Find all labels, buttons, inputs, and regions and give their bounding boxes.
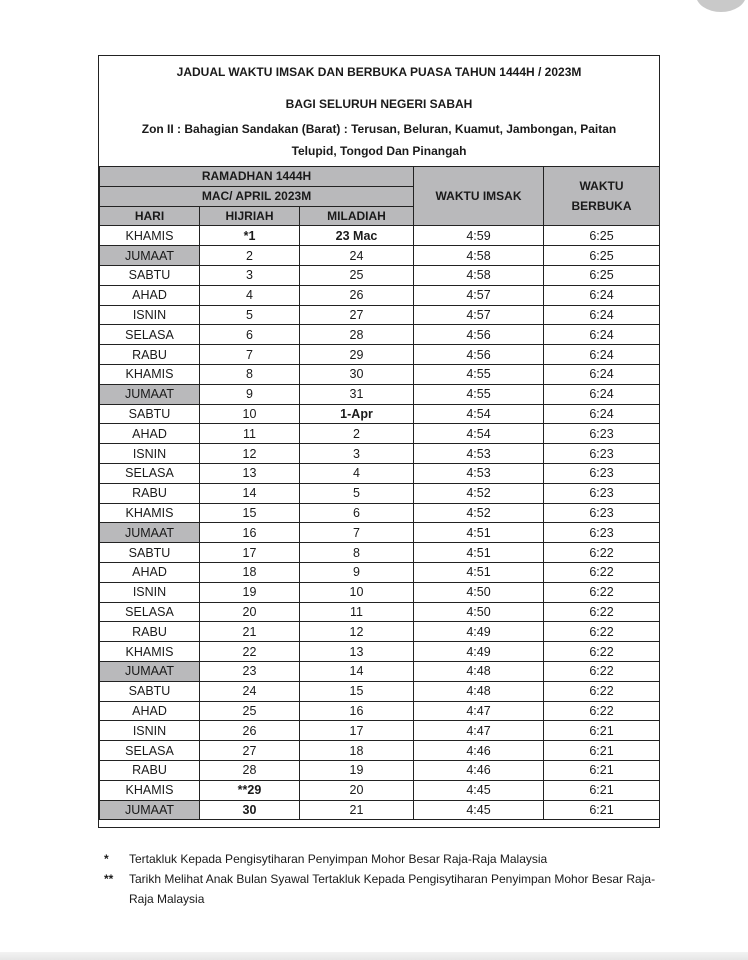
berbuka-cell: 6:21 <box>544 760 660 780</box>
hijri-cell: **29 <box>200 780 300 800</box>
table-row <box>100 444 660 464</box>
header-ramadhan: RAMADHAN 1444H <box>100 167 414 187</box>
footnote-text: Tertakluk Kepada Pengisytiharan Penyimpan Mohor Besar Raja-Raja Malaysia <box>129 852 548 866</box>
footnote-text: Tarikh Melihat Anak Bulan Syawal Tertakluk Kepada Pengisytiharan Penyimpan Mohor Besar Raja-Raja Malaysia <box>129 872 656 906</box>
table-row <box>100 760 660 780</box>
hijri-cell: 30 <box>200 800 300 820</box>
berbuka-cell: 6:21 <box>544 800 660 820</box>
table-row <box>100 642 660 662</box>
berbuka-cell: 6:22 <box>544 562 660 582</box>
hijri-cell: 14 <box>200 483 300 503</box>
imsak-cell: 4:57 <box>414 285 544 305</box>
day-cell: SELASA <box>100 325 200 345</box>
miladiah-cell: 3 <box>300 444 414 464</box>
table-row <box>100 780 660 800</box>
day-cell: JUMAAT <box>100 800 200 820</box>
berbuka-cell: 6:21 <box>544 721 660 741</box>
imsak-cell: 4:54 <box>414 404 544 424</box>
table-row <box>100 404 660 424</box>
footnote <box>104 849 664 869</box>
hijri-cell: 16 <box>200 523 300 543</box>
imsak-cell: 4:49 <box>414 622 544 642</box>
berbuka-cell: 6:21 <box>544 780 660 800</box>
miladiah-cell: 19 <box>300 760 414 780</box>
table-row <box>100 701 660 721</box>
miladiah-cell: 18 <box>300 741 414 761</box>
berbuka-cell: 6:24 <box>544 305 660 325</box>
zone-line-continued: Telupid, Tongod Dan Pinangah <box>291 144 467 158</box>
imsak-cell: 4:59 <box>414 226 544 246</box>
document-subtitle: BAGI SELURUH NEGERI SABAH <box>285 97 473 111</box>
table-row <box>100 305 660 325</box>
miladiah-cell: 11 <box>300 602 414 622</box>
berbuka-cell: 6:24 <box>544 404 660 424</box>
berbuka-cell: 6:24 <box>544 285 660 305</box>
berbuka-cell: 6:24 <box>544 364 660 384</box>
day-cell: SABTU <box>100 404 200 424</box>
day-cell: JUMAAT <box>100 384 200 404</box>
berbuka-cell: 6:25 <box>544 265 660 285</box>
miladiah-cell: 10 <box>300 582 414 602</box>
miladiah-cell: 25 <box>300 265 414 285</box>
hijri-cell: 8 <box>200 364 300 384</box>
hijri-cell: 17 <box>200 543 300 563</box>
berbuka-cell: 6:22 <box>544 661 660 681</box>
header-waktu-imsak: WAKTU IMSAK <box>414 167 544 226</box>
imsak-cell: 4:52 <box>414 503 544 523</box>
miladiah-cell: 9 <box>300 562 414 582</box>
day-cell: KHAMIS <box>100 226 200 246</box>
footnote-mark: * <box>104 852 109 866</box>
imsak-cell: 4:56 <box>414 325 544 345</box>
miladiah-cell: 26 <box>300 285 414 305</box>
table-row <box>100 661 660 681</box>
table-row <box>100 345 660 365</box>
hijri-cell: 7 <box>200 345 300 365</box>
schedule-table <box>99 166 660 820</box>
miladiah-cell: 13 <box>300 642 414 662</box>
miladiah-cell: 24 <box>300 246 414 266</box>
hijri-cell: 9 <box>200 384 300 404</box>
day-cell: JUMAAT <box>100 246 200 266</box>
hijri-cell: 20 <box>200 602 300 622</box>
title-block <box>99 56 659 166</box>
miladiah-cell: 29 <box>300 345 414 365</box>
imsak-cell: 4:50 <box>414 582 544 602</box>
table-row <box>100 543 660 563</box>
miladiah-cell: 27 <box>300 305 414 325</box>
document-title: JADUAL WAKTU IMSAK DAN BERBUKA PUASA TAHUN 1444H / 2023M <box>176 65 582 79</box>
day-cell: AHAD <box>100 562 200 582</box>
day-cell: JUMAAT <box>100 661 200 681</box>
miladiah-cell: 6 <box>300 503 414 523</box>
imsak-cell: 4:52 <box>414 483 544 503</box>
miladiah-cell: 17 <box>300 721 414 741</box>
imsak-cell: 4:58 <box>414 265 544 285</box>
berbuka-cell: 6:22 <box>544 543 660 563</box>
berbuka-cell: 6:24 <box>544 384 660 404</box>
day-cell: ISNIN <box>100 721 200 741</box>
day-cell: KHAMIS <box>100 503 200 523</box>
miladiah-cell: 8 <box>300 543 414 563</box>
imsak-cell: 4:56 <box>414 345 544 365</box>
berbuka-cell: 6:24 <box>544 325 660 345</box>
imsak-cell: 4:47 <box>414 701 544 721</box>
imsak-cell: 4:49 <box>414 642 544 662</box>
table-row <box>100 721 660 741</box>
imsak-cell: 4:48 <box>414 661 544 681</box>
day-cell: JUMAAT <box>100 523 200 543</box>
berbuka-cell: 6:22 <box>544 602 660 622</box>
bottom-strip <box>0 952 748 960</box>
day-cell: SABTU <box>100 681 200 701</box>
hijri-cell: 11 <box>200 424 300 444</box>
imsak-cell: 4:47 <box>414 721 544 741</box>
miladiah-cell: 23 Mac <box>300 226 414 246</box>
berbuka-cell: 6:23 <box>544 483 660 503</box>
imsak-cell: 4:51 <box>414 562 544 582</box>
miladiah-cell: 12 <box>300 622 414 642</box>
miladiah-cell: 20 <box>300 780 414 800</box>
hijri-cell: 23 <box>200 661 300 681</box>
imsak-cell: 4:51 <box>414 523 544 543</box>
day-cell: AHAD <box>100 701 200 721</box>
footnotes <box>104 849 664 909</box>
day-cell: RABU <box>100 345 200 365</box>
schedule-document <box>98 55 660 828</box>
berbuka-cell: 6:23 <box>544 444 660 464</box>
table-row <box>100 325 660 345</box>
footnote-mark: ** <box>104 872 114 886</box>
hijri-cell: 6 <box>200 325 300 345</box>
imsak-cell: 4:51 <box>414 543 544 563</box>
imsak-cell: 4:53 <box>414 463 544 483</box>
day-cell: SELASA <box>100 602 200 622</box>
table-row <box>100 483 660 503</box>
table-row <box>100 582 660 602</box>
table-row <box>100 384 660 404</box>
hijri-cell: 5 <box>200 305 300 325</box>
hijri-cell: 18 <box>200 562 300 582</box>
hijri-cell: 13 <box>200 463 300 483</box>
berbuka-cell: 6:22 <box>544 701 660 721</box>
day-cell: ISNIN <box>100 444 200 464</box>
miladiah-cell: 7 <box>300 523 414 543</box>
berbuka-cell: 6:24 <box>544 345 660 365</box>
berbuka-cell: 6:25 <box>544 246 660 266</box>
hijri-cell: 26 <box>200 721 300 741</box>
day-cell: KHAMIS <box>100 364 200 384</box>
table-row <box>100 463 660 483</box>
table-row <box>100 265 660 285</box>
table-row <box>100 523 660 543</box>
header-month: MAC/ APRIL 2023M <box>100 186 414 206</box>
hijri-cell: 10 <box>200 404 300 424</box>
day-cell: RABU <box>100 760 200 780</box>
hijri-cell: 25 <box>200 701 300 721</box>
miladiah-cell: 21 <box>300 800 414 820</box>
berbuka-cell: 6:22 <box>544 681 660 701</box>
berbuka-cell: 6:21 <box>544 741 660 761</box>
berbuka-cell: 6:23 <box>544 503 660 523</box>
miladiah-cell: 16 <box>300 701 414 721</box>
table-row <box>100 226 660 246</box>
imsak-cell: 4:45 <box>414 800 544 820</box>
imsak-cell: 4:57 <box>414 305 544 325</box>
miladiah-cell: 1-Apr <box>300 404 414 424</box>
miladiah-cell: 4 <box>300 463 414 483</box>
hijri-cell: 19 <box>200 582 300 602</box>
imsak-cell: 4:48 <box>414 681 544 701</box>
table-row <box>100 602 660 622</box>
table-row <box>100 503 660 523</box>
miladiah-cell: 31 <box>300 384 414 404</box>
corner-overlay <box>696 0 746 12</box>
berbuka-cell: 6:23 <box>544 463 660 483</box>
imsak-cell: 4:58 <box>414 246 544 266</box>
table-row <box>100 800 660 820</box>
day-cell: ISNIN <box>100 582 200 602</box>
berbuka-cell: 6:23 <box>544 424 660 444</box>
day-cell: SABTU <box>100 543 200 563</box>
table-row <box>100 681 660 701</box>
hijri-cell: 2 <box>200 246 300 266</box>
hijri-cell: 24 <box>200 681 300 701</box>
imsak-cell: 4:55 <box>414 364 544 384</box>
header-hari: HARI <box>100 206 200 226</box>
miladiah-cell: 2 <box>300 424 414 444</box>
day-cell: AHAD <box>100 424 200 444</box>
table-row <box>100 364 660 384</box>
berbuka-cell: 6:22 <box>544 582 660 602</box>
day-cell: KHAMIS <box>100 642 200 662</box>
header-miladiah: MILADIAH <box>300 206 414 226</box>
hijri-cell: 4 <box>200 285 300 305</box>
berbuka-cell: 6:22 <box>544 642 660 662</box>
header-waktu-berbuka: WAKTU BERBUKA <box>544 167 660 226</box>
table-row <box>100 741 660 761</box>
miladiah-cell: 28 <box>300 325 414 345</box>
footnote <box>104 869 664 909</box>
hijri-cell: 12 <box>200 444 300 464</box>
imsak-cell: 4:53 <box>414 444 544 464</box>
day-cell: SELASA <box>100 463 200 483</box>
miladiah-cell: 14 <box>300 661 414 681</box>
berbuka-cell: 6:25 <box>544 226 660 246</box>
hijri-cell: 22 <box>200 642 300 662</box>
berbuka-cell: 6:23 <box>544 523 660 543</box>
day-cell: RABU <box>100 483 200 503</box>
imsak-cell: 4:45 <box>414 780 544 800</box>
table-row <box>100 562 660 582</box>
day-cell: SELASA <box>100 741 200 761</box>
imsak-cell: 4:46 <box>414 760 544 780</box>
hijri-cell: 27 <box>200 741 300 761</box>
table-row <box>100 246 660 266</box>
table-row <box>100 285 660 305</box>
miladiah-cell: 5 <box>300 483 414 503</box>
hijri-cell: 15 <box>200 503 300 523</box>
hijri-cell: 3 <box>200 265 300 285</box>
imsak-cell: 4:50 <box>414 602 544 622</box>
berbuka-cell: 6:22 <box>544 622 660 642</box>
zone-line: Zon II : Bahagian Sandakan (Barat) : Terusan, Beluran, Kuamut, Jambongan, Paitan <box>141 122 617 136</box>
day-cell: RABU <box>100 622 200 642</box>
hijri-cell: 21 <box>200 622 300 642</box>
imsak-cell: 4:46 <box>414 741 544 761</box>
miladiah-cell: 15 <box>300 681 414 701</box>
day-cell: SABTU <box>100 265 200 285</box>
day-cell: ISNIN <box>100 305 200 325</box>
imsak-cell: 4:55 <box>414 384 544 404</box>
day-cell: KHAMIS <box>100 780 200 800</box>
hijri-cell: *1 <box>200 226 300 246</box>
table-row <box>100 622 660 642</box>
imsak-cell: 4:54 <box>414 424 544 444</box>
miladiah-cell: 30 <box>300 364 414 384</box>
day-cell: AHAD <box>100 285 200 305</box>
hijri-cell: 28 <box>200 760 300 780</box>
table-row <box>100 424 660 444</box>
header-hijriah: HIJRIAH <box>200 206 300 226</box>
